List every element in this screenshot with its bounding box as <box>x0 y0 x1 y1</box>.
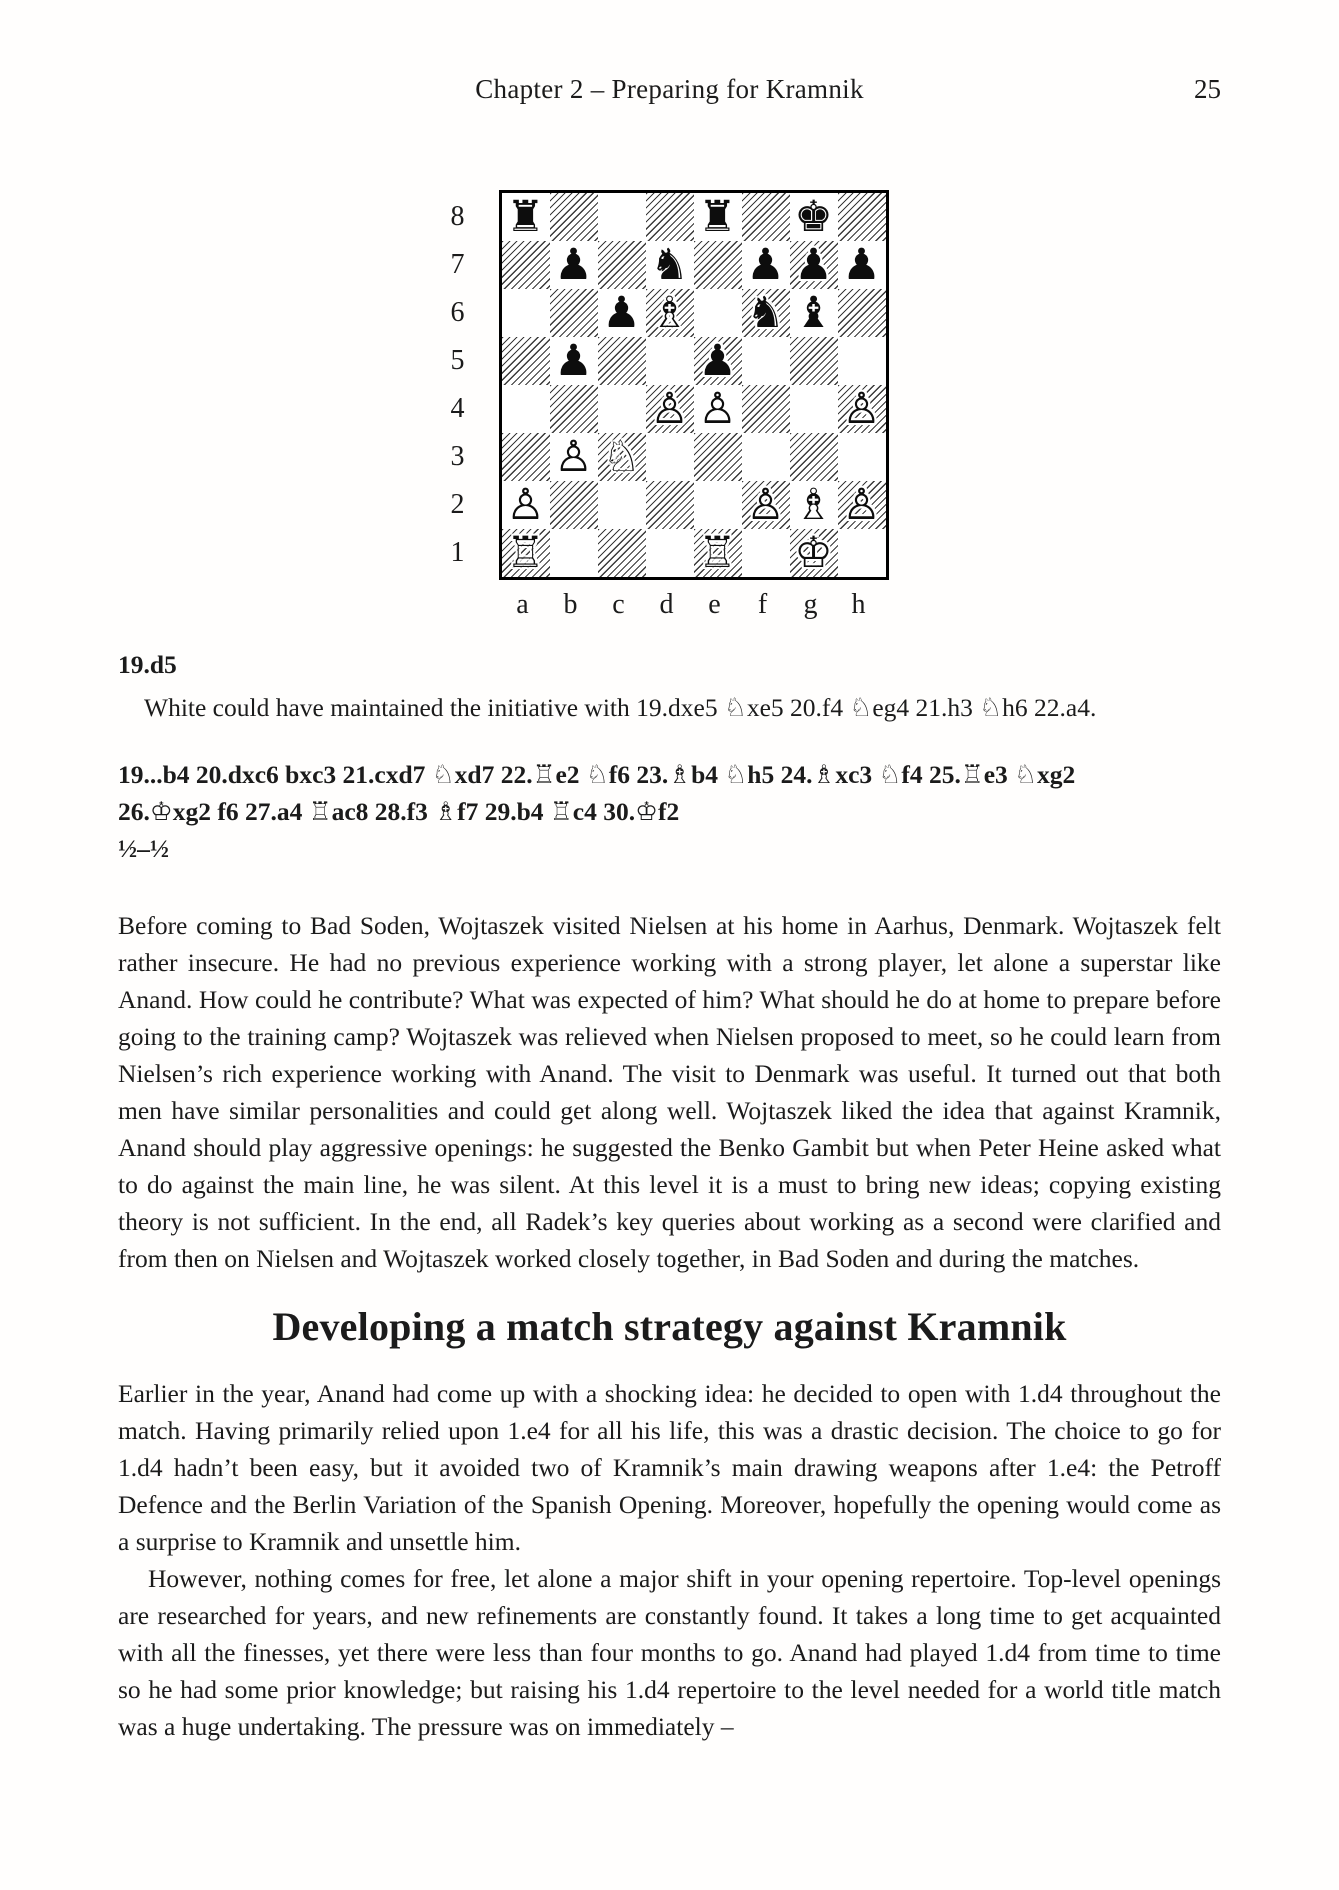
square-h5 <box>838 337 886 385</box>
square-b6 <box>550 289 598 337</box>
piece-black-rook: ♜ <box>506 193 545 241</box>
rank-label-3: 3 <box>450 441 465 472</box>
square-c2 <box>598 481 646 529</box>
square-d4 <box>646 385 694 433</box>
game-continuation <box>118 756 1221 867</box>
rank-label-7: 7 <box>450 249 465 280</box>
chapter-title: Chapter 2 – Preparing for Kramnik <box>475 74 864 104</box>
square-g2 <box>790 481 838 529</box>
square-c8 <box>598 193 646 241</box>
piece-black-pawn: ♟ <box>746 241 785 289</box>
file-label-e: e <box>708 589 721 620</box>
square-a3 <box>502 433 550 481</box>
square-a4 <box>502 385 550 433</box>
square-f7 <box>742 241 790 289</box>
main-move: 19.d5 <box>118 650 177 679</box>
square-f6 <box>742 289 790 337</box>
piece-white-pawn: ♙ <box>746 481 785 529</box>
piece-black-pawn: ♟ <box>554 241 593 289</box>
chess-board <box>499 190 889 580</box>
piece-black-bishop: ♝ <box>794 289 833 337</box>
continuation-line-1: 19...b4 20.dxc6 bxc3 21.cxd7 ♘xd7 22.♖e2 ♘f6 23.♗b4 ♘h5 24.♗xc3 ♘f4 25.♖e3 ♘xg2 <box>118 760 1076 789</box>
square-h3 <box>838 433 886 481</box>
file-label-f: f <box>757 589 768 620</box>
square-e8 <box>694 193 742 241</box>
square-e5 <box>694 337 742 385</box>
square-b7 <box>550 241 598 289</box>
square-e7 <box>694 241 742 289</box>
square-f3 <box>742 433 790 481</box>
file-label-c: c <box>612 589 625 620</box>
square-d2 <box>646 481 694 529</box>
square-b5 <box>550 337 598 385</box>
piece-white-rook: ♖ <box>698 529 737 577</box>
square-h4 <box>838 385 886 433</box>
piece-black-pawn: ♟ <box>554 337 593 385</box>
game-result: ½–½ <box>118 834 169 863</box>
rank-label-5: 5 <box>450 345 465 376</box>
square-c6 <box>598 289 646 337</box>
square-c5 <box>598 337 646 385</box>
file-label-h: h <box>851 589 866 620</box>
square-e1 <box>694 529 742 577</box>
piece-white-pawn: ♙ <box>650 385 689 433</box>
square-h2 <box>838 481 886 529</box>
variation-line: White could have maintained the initiative with 19.dxe5 ♘xe5 20.f4 ♘eg4 21.h3 ♘h6 22.a4. <box>144 693 1097 722</box>
piece-black-knight: ♞ <box>650 241 689 289</box>
square-b8 <box>550 193 598 241</box>
square-c4 <box>598 385 646 433</box>
square-g4 <box>790 385 838 433</box>
square-c7 <box>598 241 646 289</box>
rank-label-6: 6 <box>450 297 465 328</box>
piece-black-pawn: ♟ <box>602 289 641 337</box>
square-d5 <box>646 337 694 385</box>
square-g6 <box>790 289 838 337</box>
square-c3 <box>598 433 646 481</box>
piece-black-pawn: ♟ <box>698 337 737 385</box>
square-e3 <box>694 433 742 481</box>
square-g8 <box>790 193 838 241</box>
file-label-d: d <box>659 589 674 620</box>
piece-white-bishop: ♗ <box>650 289 689 337</box>
square-d1 <box>646 529 694 577</box>
file-label-b: b <box>563 589 578 620</box>
square-a7 <box>502 241 550 289</box>
square-d6 <box>646 289 694 337</box>
piece-white-pawn: ♙ <box>506 481 545 529</box>
square-f2 <box>742 481 790 529</box>
piece-white-bishop: ♗ <box>794 481 833 529</box>
square-b2 <box>550 481 598 529</box>
square-h1 <box>838 529 886 577</box>
square-a8 <box>502 193 550 241</box>
square-d3 <box>646 433 694 481</box>
square-f4 <box>742 385 790 433</box>
rank-label-4: 4 <box>450 393 465 424</box>
page-number: 25 <box>1194 74 1221 104</box>
chess-diagram <box>439 190 889 622</box>
paragraph-match-strategy: Earlier in the year, Anand had come up with a shocking idea: he decided to open with 1.d4 throughout the match. Having primarily relied upon 1.e4 for all his life, this was a drastic decision. The choice to go for 1.d4 hadn’t been easy, but it avoided two of Kramnik’s main drawing weapons after 1.e4: the Petroff Defence and the Berlin Variation of the Spanish Opening. Moreover, hopefully the opening would come as a surprise to Kramnik and unsettle him. <box>118 1379 1221 1556</box>
square-g3 <box>790 433 838 481</box>
piece-white-pawn: ♙ <box>842 385 881 433</box>
file-labels <box>499 588 889 622</box>
square-e2 <box>694 481 742 529</box>
square-b3 <box>550 433 598 481</box>
square-e6 <box>694 289 742 337</box>
piece-black-rook: ♜ <box>698 193 737 241</box>
square-c1 <box>598 529 646 577</box>
piece-black-pawn: ♟ <box>794 241 833 289</box>
square-g7 <box>790 241 838 289</box>
page-content <box>118 646 1221 1745</box>
square-b1 <box>550 529 598 577</box>
square-h7 <box>838 241 886 289</box>
square-a2 <box>502 481 550 529</box>
moves-section <box>118 646 1221 867</box>
square-f1 <box>742 529 790 577</box>
piece-white-pawn: ♙ <box>698 385 737 433</box>
piece-white-rook: ♖ <box>506 529 545 577</box>
square-g5 <box>790 337 838 385</box>
rank-label-1: 1 <box>450 537 465 568</box>
piece-black-king: ♚ <box>794 193 833 241</box>
piece-black-knight: ♞ <box>746 289 785 337</box>
square-a5 <box>502 337 550 385</box>
section-heading: Developing a match strategy against Kramnik <box>272 1304 1067 1349</box>
square-a1 <box>502 529 550 577</box>
piece-white-pawn: ♙ <box>842 481 881 529</box>
square-d7 <box>646 241 694 289</box>
piece-white-knight: ♘ <box>602 433 641 481</box>
paragraph-wojtaszek-visit: Before coming to Bad Soden, Wojtaszek visited Nielsen at his home in Aarhus, Denmark. Wojtaszek felt rather insecure. He had no previous experience working with a strong player, let alone a superstar like Anand. How could he contribute? What was expected of him? What should he do at home to prepare before going to the training camp? Wojtaszek was relieved when Nielsen proposed to meet, so he could learn from Nielsen’s rich experience working with Anand. The visit to Denmark was useful. It turned out that both men have similar personalities and could get along well. Wojtaszek liked the idea that against Kramnik, Anand should play aggressive openings: he suggested the Benko Gambit but when Peter Heine asked what to do against the main line, he was silent. At this level it is a must to bring new ideas; copying existing theory is not sufficient. In the end, all Radek’s key queries about working as a second were clarified and from then on Nielsen and Wojtaszek worked closely together, in Bad Soden and during the matches. <box>118 911 1221 1273</box>
square-b4 <box>550 385 598 433</box>
square-h8 <box>838 193 886 241</box>
square-f5 <box>742 337 790 385</box>
square-h6 <box>838 289 886 337</box>
piece-white-pawn: ♙ <box>554 433 593 481</box>
rank-labels <box>439 190 499 580</box>
square-f8 <box>742 193 790 241</box>
square-g1 <box>790 529 838 577</box>
running-head <box>0 0 1339 112</box>
square-d8 <box>646 193 694 241</box>
square-e4 <box>694 385 742 433</box>
piece-white-king: ♔ <box>794 529 833 577</box>
paragraph-repertoire-shift: However, nothing comes for free, let alone a major shift in your opening repertoire. Top-level openings are researched for years, and new refinements are constantly found. It takes a long time to get acquainted with all the finesses, yet there were less than four months to go. Anand had played 1.d4 from time to time so he had some prior knowledge; but raising his 1.d4 repertoire to the level needed for a world title match was a huge undertaking. The pressure was on immediately – <box>118 1564 1221 1741</box>
file-label-a: a <box>516 589 529 620</box>
square-a6 <box>502 289 550 337</box>
file-labels-spacer <box>439 580 499 622</box>
continuation-line-2: 26.♔xg2 f6 27.a4 ♖ac8 28.f3 ♗f7 29.b4 ♖c4 30.♔f2 <box>118 797 680 826</box>
rank-label-8: 8 <box>450 201 465 232</box>
file-label-g: g <box>803 589 818 620</box>
rank-label-2: 2 <box>450 489 465 520</box>
piece-black-pawn: ♟ <box>842 241 881 289</box>
